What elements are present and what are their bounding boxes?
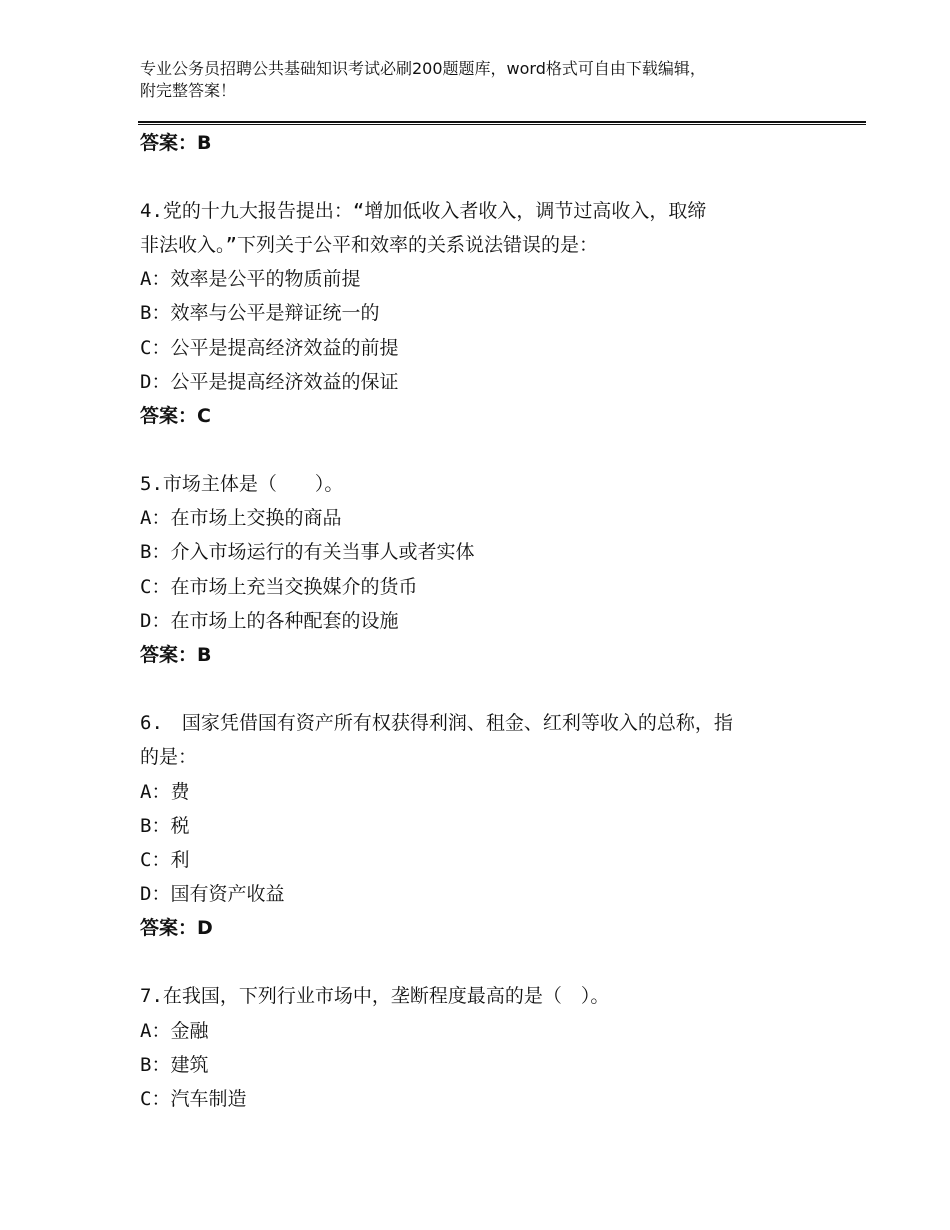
question-7-option-b: B：建筑 (140, 1054, 209, 1076)
question-7-option-a: A：金融 (140, 1020, 209, 1042)
question-7-option-c: C：汽车制造 (140, 1088, 247, 1110)
question-4-stem-line-1: 4.党的十九大报告提出：“增加低收入者收入，调节过高收入，取缔 (140, 200, 707, 222)
question-6-option-d: D：国有资产收益 (140, 883, 285, 905)
question-6-stem-line-1: 6. 国家凭借国有资产所有权获得利润、租金、红利等收入的总称，指 (140, 712, 733, 734)
question-4-option-b: B：效率与公平是辩证统一的 (140, 302, 380, 324)
header-line-2: 附完整答案！ (140, 81, 237, 100)
question-5-option-a: A：在市场上交换的商品 (140, 507, 342, 529)
answer-previous: 答案：B (140, 132, 212, 154)
question-4-option-a: A：效率是公平的物质前提 (140, 268, 361, 290)
question-4-stem-line-2: 非法收入。”下列关于公平和效率的关系说法错误的是： (140, 234, 598, 256)
question-6-stem-line-2: 的是： (140, 746, 198, 768)
question-4-option-c: C：公平是提高经济效益的前提 (140, 337, 399, 359)
question-5-option-d: D：在市场上的各种配套的设施 (140, 610, 399, 632)
question-6-option-b: B：税 (140, 815, 190, 837)
question-4-answer: 答案：C (140, 405, 211, 427)
header-rule (138, 121, 866, 125)
question-5-stem-line-1: 5.市场主体是（ ）。 (140, 473, 344, 495)
question-6-answer: 答案：D (140, 917, 213, 939)
question-6-option-a: A：费 (140, 781, 190, 803)
question-5-answer: 答案：B (140, 644, 212, 666)
question-5-option-c: C：在市场上充当交换媒介的货币 (140, 576, 418, 598)
question-4-option-d: D：公平是提高经济效益的保证 (140, 371, 399, 393)
header-line-1: 专业公务员招聘公共基础知识考试必刷200题题库，word格式可自由下载编辑， (140, 59, 706, 78)
question-5-option-b: B：介入市场运行的有关当事人或者实体 (140, 541, 475, 563)
page-header (140, 58, 820, 102)
question-7-stem-line-1: 7.在我国，下列行业市场中，垄断程度最高的是（ ）。 (140, 985, 610, 1007)
question-6-option-c: C：利 (140, 849, 190, 871)
